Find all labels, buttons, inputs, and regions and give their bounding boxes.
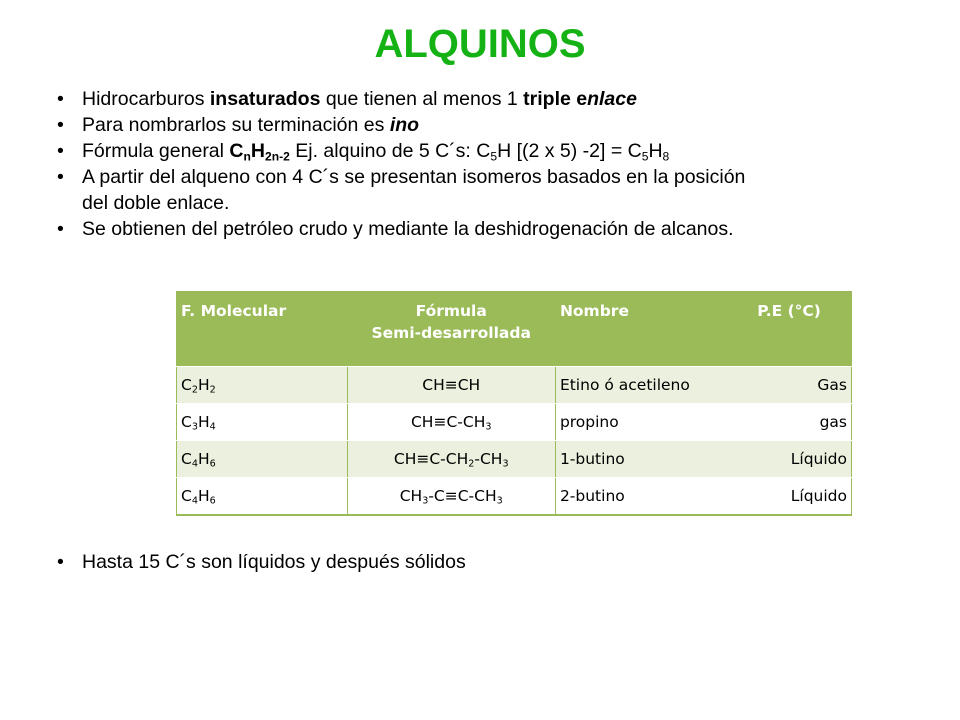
bullet-bold-text: triple e: [523, 88, 588, 110]
table-row: [177, 441, 852, 478]
cell-molecular: [177, 404, 348, 441]
bullet-text: Fórmula general: [82, 140, 230, 162]
cell-molecular: [177, 367, 348, 404]
bullet-dot: •: [57, 166, 64, 188]
header-molecular: F. Molecular: [177, 292, 348, 367]
bullet-text: Se obtienen del petróleo crudo y mediante la deshidrogenación de alcanos.: [82, 218, 734, 240]
bullet-text: Para nombrarlos su terminación es: [82, 114, 390, 136]
cell-name: 1-butino: [555, 441, 753, 478]
slide-title: ALQUINOS: [374, 22, 586, 66]
cell-molecular: [177, 478, 348, 516]
formula-subscript: 8: [662, 149, 670, 164]
formula-subscript: 5: [490, 149, 498, 164]
formula-subscript: 6: [209, 458, 216, 470]
cell-name: 2-butino: [555, 478, 753, 516]
formula-text: H: [197, 450, 210, 468]
formula-text: -CH: [474, 450, 503, 468]
header-name: Nombre: [555, 292, 753, 367]
cell-molecular: [177, 441, 348, 478]
formula-text: CH≡CH: [422, 376, 481, 394]
formula-subscript: 4: [209, 421, 216, 433]
bullet-text: Ej. alquino de 5 C´s: C: [289, 140, 491, 162]
bullet-item: [55, 549, 905, 575]
cell-name: propino: [555, 404, 753, 441]
table-row: [177, 404, 852, 441]
bullet-dot: •: [57, 114, 64, 136]
bullet-text: Hasta 15 C´s son líquidos y después sólidos: [82, 551, 466, 573]
bullet-bold-italic-text: nlace: [587, 88, 637, 110]
formula-subscript: 2: [191, 384, 198, 396]
cell-boiling-point: gas: [753, 404, 851, 441]
table-row: [177, 367, 852, 404]
formula-subscript: 2n-2: [264, 149, 290, 164]
header-formula-line1: Fórmula: [415, 302, 487, 320]
bullet-dot: •: [57, 88, 64, 110]
formula-c: C: [229, 140, 244, 162]
bullet-text: del doble enlace.: [82, 192, 230, 214]
bullet-bold-text: insaturados: [209, 88, 321, 110]
formula-subscript: 2: [209, 384, 216, 396]
formula-subscript: 3: [502, 458, 509, 470]
formula-text: CH≡C-CH: [410, 413, 486, 431]
table-body: [177, 367, 852, 516]
bullet-bold-italic-text: ino: [389, 114, 420, 136]
bullet-text: A partir del alqueno con 4 C´s se presentan isomeros basados en la posición: [82, 166, 746, 188]
alkyne-table: [176, 291, 852, 516]
cell-formula: [347, 478, 555, 516]
cell-boiling-point: Gas: [753, 367, 851, 404]
formula-subscript: n: [243, 149, 251, 164]
cell-formula: [347, 404, 555, 441]
cell-formula: [347, 367, 555, 404]
formula-subscript: 3: [485, 421, 492, 433]
formula-text: CH: [399, 487, 423, 505]
cell-name: Etino ó acetileno: [555, 367, 753, 404]
header-formula-line2: Semi-desarrollada: [371, 324, 531, 342]
bullet-item: [55, 164, 905, 216]
cell-boiling-point: Líquido: [753, 478, 851, 516]
bullet-dot: •: [57, 140, 64, 162]
formula-subscript: 4: [191, 458, 198, 470]
formula-text: -C≡C-CH: [428, 487, 497, 505]
bottom-bullet-list: [55, 549, 905, 575]
formula-text: C: [181, 376, 192, 394]
formula-subscript: 6: [209, 495, 216, 507]
bullet-list: [55, 86, 905, 242]
bullet-text: Hidrocarburos: [82, 88, 210, 110]
bullet-text: H: [648, 140, 663, 162]
bullet-item: [55, 216, 905, 242]
cell-formula: [347, 441, 555, 478]
formula-text: C: [181, 450, 192, 468]
formula-subscript: 5: [641, 149, 649, 164]
header-boiling-point: P.E (°C): [753, 292, 851, 367]
formula-text: H: [197, 487, 210, 505]
formula-subscript: 3: [496, 495, 503, 507]
bullet-dot: •: [57, 218, 64, 240]
formula-subscript: 4: [191, 495, 198, 507]
bullet-item: [55, 138, 905, 164]
bullet-dot: •: [57, 551, 64, 573]
table-header-row: [177, 292, 852, 367]
table-row: [177, 478, 852, 516]
formula-text: CH≡C-CH: [393, 450, 469, 468]
bullet-text: H [(2 x 5) -2] = C: [497, 140, 642, 162]
formula-text: C: [181, 487, 192, 505]
formula-subscript: 2: [468, 458, 475, 470]
cell-boiling-point: Líquido: [753, 441, 851, 478]
bullet-text: que tienen al menos 1: [320, 88, 524, 110]
formula-text: H: [197, 413, 210, 431]
header-formula: [347, 292, 555, 367]
bullet-item: [55, 112, 905, 138]
formula-subscript: 3: [191, 421, 198, 433]
formula-h: H: [250, 140, 265, 162]
formula-subscript: 3: [422, 495, 429, 507]
formula-text: H: [197, 376, 210, 394]
bullet-item: [55, 86, 905, 112]
formula-text: C: [181, 413, 192, 431]
